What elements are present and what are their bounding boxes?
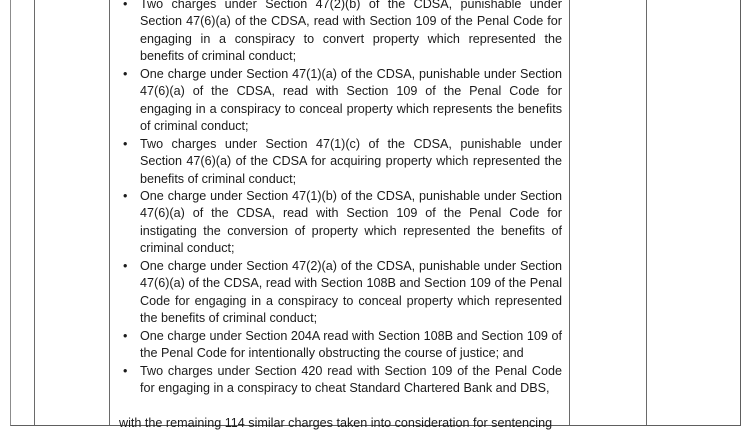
list-item xyxy=(119,66,562,136)
list-item xyxy=(119,188,562,258)
charges-bullet-list xyxy=(119,0,562,397)
list-item xyxy=(119,136,562,188)
table-cell-case-reference xyxy=(35,0,109,425)
charges-content xyxy=(119,0,562,432)
charges-trailing-note: with the remaining 114 similar charges taken into consideration for sentencing xyxy=(119,415,553,430)
charge-text: • One charge under Section 47(1)(b) of the CDSA, punishable under Section 47(6)(a) of the CDSA, read with Section 109 of the Penal Code for instigating the conversion of property which represented the benefits of criminal conduct; xyxy=(140,188,562,256)
charge-text: • Two charges under Section 47(1)(c) of the CDSA, punishable under Section 47(6)(a) of the CDSA for acquiring property which represented the benefits of criminal conduct; xyxy=(140,136,562,186)
list-item xyxy=(119,363,562,398)
charge-text: • One charge under Section 204A read with Section 108B and Section 109 of the Penal Code for intentionally obstructing the course of justice; and xyxy=(140,328,562,361)
charge-text: • One charge under Section 47(1)(a) of the CDSA, punishable under Section 47(6)(a) of the CDSA, read with Section 109 of the Penal Code for engaging in a conspiracy to conceal property which represents the benefits of criminal conduct; xyxy=(140,66,562,134)
table-cell-serial-number xyxy=(11,0,34,425)
list-item xyxy=(119,0,562,66)
charge-text: • Two charges under Section 420 read with Section 109 of the Penal Code for engaging in a conspiracy to cheat Standard Chartered Bank and DBS, xyxy=(140,363,562,395)
charge-text: • One charge under Section 47(2)(a) of the CDSA, punishable under Section 47(6)(a) of the CDSA, read with Section 108B and Section 109 of the Penal Code for engaging in a conspiracy to conceal property which represented the benefits of criminal conduct; xyxy=(140,258,562,326)
list-item xyxy=(119,328,562,363)
list-item xyxy=(119,258,562,328)
charges-table xyxy=(10,0,741,430)
table-cell-sentence xyxy=(647,0,741,425)
charge-text: • Two charges under Section 47(2)(b) of the CDSA, punishable under Section 47(6)(a) of the CDSA, read with Section 109 of the Penal Code for engaging in a conspiracy to convert property which represented the benefits of criminal conduct; xyxy=(140,0,562,64)
table-cell-plea xyxy=(570,0,646,425)
table-cell-charges xyxy=(110,0,569,430)
